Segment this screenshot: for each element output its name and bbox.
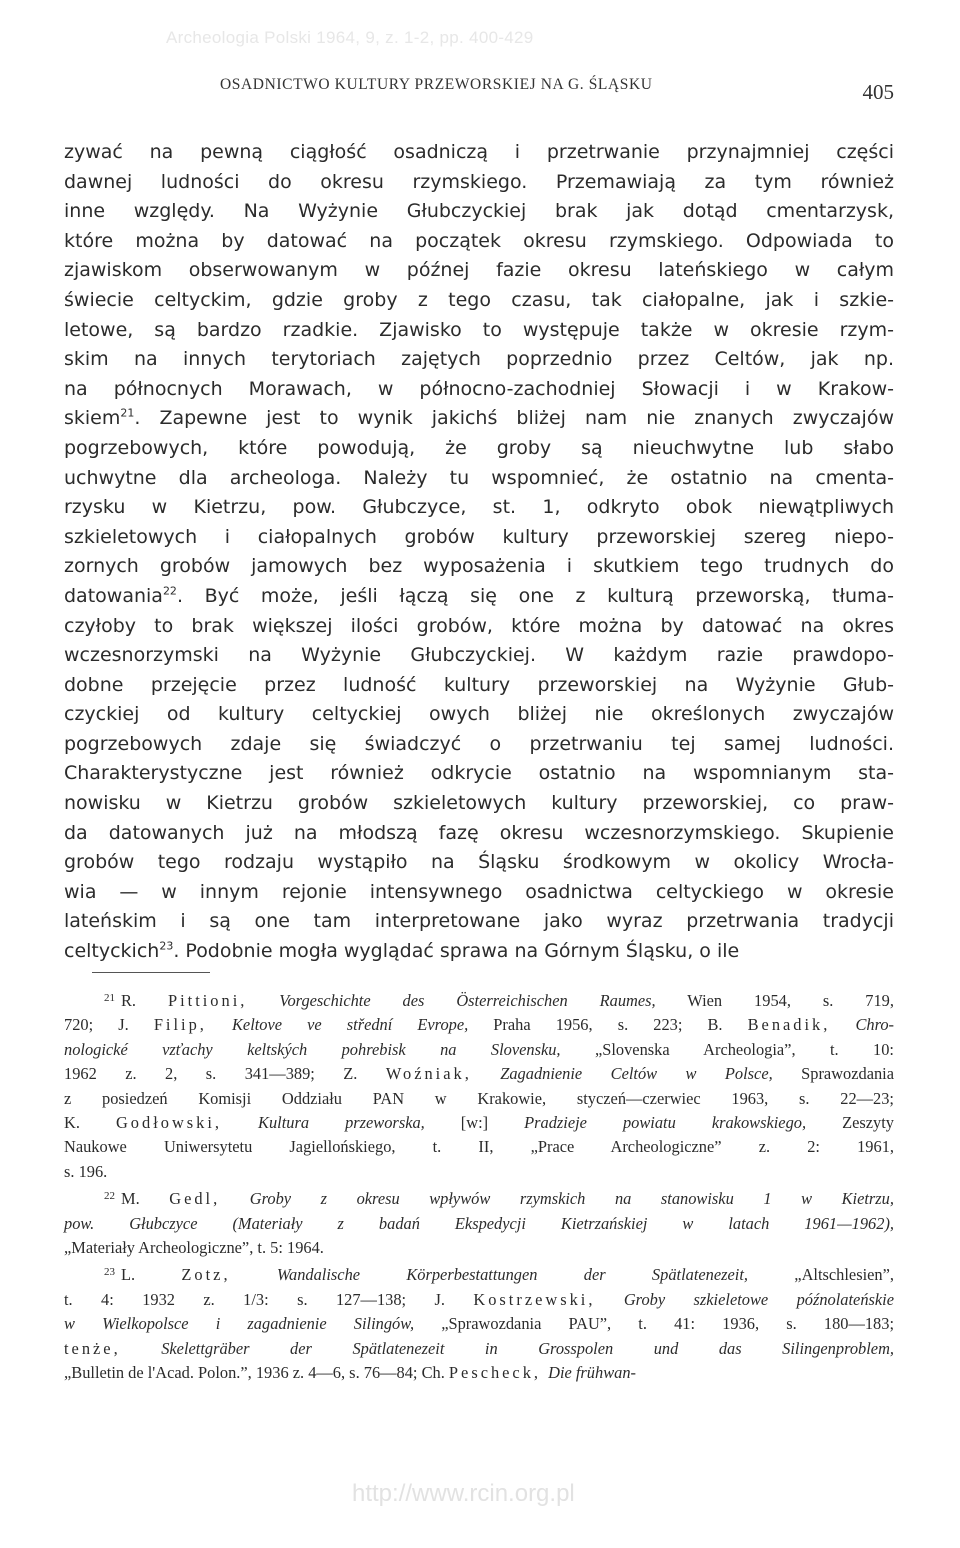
text-line: zjawiskom obserwowanym w późnej fazie okresu lateńskiego w całym — [64, 259, 894, 282]
source-watermark: Archeologia Polski 1964, 9, z. 1-2, pp. 400-429 — [166, 28, 534, 47]
main-paragraph — [64, 138, 894, 967]
author-name: Woźniak, — [385, 1064, 472, 1084]
footnote-line — [64, 1111, 894, 1135]
text-fragment: t. 4: 1932 z. 1/3: s. 127—138; J. — [64, 1289, 474, 1309]
text-line — [64, 937, 894, 967]
text-fragment: „Sprawozdania PAU”, t. 41: 1936, s. 180—183; — [414, 1314, 894, 1334]
page-number: 405 — [862, 80, 894, 104]
text-line: które można by datować na początek okresu rzymskiego. Odpowiada to — [64, 229, 894, 252]
text-line: skim na innych terytoriach zajętych poprzednio przez Celtów, jak np. — [64, 348, 894, 371]
text-fragment: K. — [64, 1113, 116, 1133]
text-fragment: [w:] — [424, 1113, 525, 1133]
text-fragment: „Bulletin de l'Acad. Polon.”, 1936 z. 4—6, s. 76—84; Ch. — [64, 1363, 449, 1383]
text-line: zywać na pewną ciągłość osadniczą i przetrwanie przynajmniej części — [64, 141, 894, 163]
footnote-line — [64, 1212, 894, 1236]
footnote-line — [64, 1260, 894, 1287]
footnote-line — [64, 1361, 894, 1385]
work-title: Groby z okresu wpływów rzymskich na stanowisku 1 w Kietrzu, — [220, 1189, 894, 1209]
footnote-line: s. 196. — [64, 1161, 108, 1181]
footnote-line — [64, 1184, 894, 1211]
footnote-separator — [92, 972, 210, 973]
text-fragment: R. — [121, 991, 168, 1010]
text-fragment: datowania — [64, 584, 163, 607]
footnote-line — [64, 1038, 894, 1062]
work-title: nologické vzťachy keltských pohrebisk na Slovensku, — [64, 1039, 561, 1059]
footnote-line: „Materiały Archeologiczne”, t. 5: 1964. — [64, 1238, 324, 1258]
source-url-watermark: http://www.rcin.org.pl — [352, 1480, 575, 1507]
footnotes — [64, 986, 894, 1386]
text-line: grobów tego rodzaju wystąpiło na Śląsku środkowym w okolicy Wrocła- — [64, 851, 894, 874]
text-line: dawnej ludności do okresu rzymskiego. Przemawiają za tym również — [64, 170, 894, 193]
footnote-line — [64, 1062, 894, 1086]
footnote-line — [64, 1337, 894, 1361]
text-line: nowisku w Kietrzu grobów szkieletowych kultury przeworskiej, co praw- — [64, 792, 894, 815]
work-title: Wandalische Körperbestattungen der Spätlatenezeit, — [230, 1265, 748, 1285]
text-fragment: skiem — [64, 407, 121, 430]
footnote-line: Naukowe Uniwersytetu Jagiellońskiego, t. II, „Prace Archeologiczne” z. 2: 1961, — [64, 1137, 894, 1157]
text-line: dobne przejęcie przez ludność kultury przeworskiej na Wyżynie Głub- — [64, 673, 894, 696]
footnote-line — [64, 1312, 894, 1336]
author-name: Filip, — [153, 1015, 207, 1035]
text-line: pogrzebowych zdaje się świadczyć o przetrwaniu tej samej ludności. — [64, 732, 894, 755]
text-fragment: Sprawozdania — [772, 1064, 894, 1084]
work-title: Skelettgräber der Spätlatenezeit in Grosspolen und das Silingenproblem, — [120, 1338, 894, 1358]
author-name: Peschec — [448, 1363, 523, 1383]
author-name: Zotz, — [181, 1265, 231, 1285]
text-fragment: celtyckich — [64, 940, 160, 963]
footnote-number: 21 — [104, 992, 115, 1004]
text-line: rzysku w Kietrzu, pow. Głubczyce, st. 1, odkryto obok niewątpliwych — [64, 496, 894, 519]
text-fragment: M. — [121, 1189, 170, 1209]
author-name: tenże, — [64, 1338, 121, 1358]
text-line: zornych grobów jamowych bez wyposażenia i skutkiem tego trudnych do — [64, 555, 894, 578]
text-line: pogrzebowych, które powodują, że groby są nieuchwytne lub słabo — [64, 436, 894, 459]
footnote-ref-22[interactable]: 22 — [162, 584, 177, 598]
text-line: świecie celtyckim, gdzie groby z tego czasu, tak ciałopalne, jak i szkie- — [64, 288, 894, 311]
footnote-line: z posiedzeń Komisji Oddziału PAN w Krakowie, styczeń—czerwiec 1963, s. 22—23; — [64, 1088, 894, 1108]
author-name: Godłowski, — [115, 1113, 223, 1133]
text-fragment: Praha 1956, s. 223; B. — [468, 1015, 748, 1035]
text-line: lateńskim i są one tam interpretowane jako wyraz przetrwania tradycji — [64, 910, 894, 933]
text-fragment: 720; J. — [64, 1015, 154, 1035]
work-title: Vorgeschichte des Österreichischen Raumes, — [247, 991, 656, 1010]
author-name: Pittioni, — [167, 991, 248, 1010]
text-line: letowe, są bardzo rzadkie. Zjawisko to występuje także w okresie rzym- — [64, 318, 894, 341]
work-title: Groby szkieletowe późnolateńskie — [595, 1289, 894, 1309]
text-fragment: L. — [121, 1265, 182, 1285]
text-line: da datowanych już na młodszą fazę okresu wczesnorzymskiego. Skupienie — [64, 821, 894, 844]
text-line: szkieletowych i ciałopalnych grobów kultury przeworskiej szereg niepo- — [64, 525, 894, 548]
work-title: Keltove ve střední Evrope, — [206, 1015, 469, 1035]
footnote-number: 23 — [104, 1266, 115, 1279]
footnote-line — [64, 1013, 894, 1037]
work-title: Pradzieje powiatu krakowskiego, — [524, 1113, 807, 1133]
text-fragment: Zeszyty — [806, 1113, 894, 1133]
work-title: w Wielkopolsce i zagadnienie Silingów, — [64, 1314, 415, 1334]
text-line: wia — w innym rejonie intensywnego osadnictwa celtyckiego w okresie — [64, 880, 894, 903]
work-title: pow. Głubczyce (Materiały z badań Ekspedycji Kietrzańskiej w latach 1961—1962), — [64, 1213, 894, 1233]
author-name: Benadik, — [747, 1015, 831, 1035]
text-fragment: Wien 1954, s. 719, — [655, 991, 894, 1010]
text-line: na północnych Morawach, w północno-zachodniej Słowacji i w Krakow- — [64, 377, 894, 400]
text-fragment: . Podobnie mogła wyglądać sprawa na Górnym Śląsku, o ile — [173, 940, 740, 963]
text-fragment: . Być może, jeśli łączą się one z kulturą przeworską, tłuma- — [176, 584, 894, 607]
author-name: Kostrzewski, — [473, 1289, 596, 1309]
running-header: OSADNICTWO KULTURY PRZEWORSKIEJ NA G. ŚLĄSKU — [220, 76, 653, 93]
work-title: Kultura przeworska, — [222, 1113, 425, 1133]
text-line: inne względy. Na Wyżynie Głubczyckiej brak jak dotąd cmentarzysk, — [64, 200, 894, 223]
text-fragment: „Altschlesien”, — [747, 1265, 894, 1285]
footnote-ref-21[interactable]: 21 — [120, 407, 135, 421]
footnote-ref-23[interactable]: 23 — [159, 939, 174, 953]
work-title: Chro- — [830, 1015, 895, 1035]
text-line: Charakterystyczne jest również odkrycie ostatnio na wspomnianym sta- — [64, 762, 894, 785]
text-line: wczesnorzymski na Wyżynie Głubczyckiej. W każdym razie prawdopo- — [64, 644, 894, 667]
text-line: czyckiej od kultury celtyckiej owych bliżej nie określonych zwyczajów — [64, 703, 894, 726]
footnote-line — [64, 986, 894, 1013]
text-fragment: . Zapewne jest to wynik jakichś bliżej nam nie znanych zwyczajów — [134, 407, 894, 430]
work-title: Die frühwan- — [548, 1363, 636, 1383]
footnote-23 — [64, 1260, 894, 1385]
text-fragment: 1962 z. 2, s. 341—389; Z. — [64, 1064, 386, 1084]
footnote-line — [64, 1288, 894, 1312]
text-line: uchwytne dla archeologa. Należy tu wspomnieć, że ostatnio na cmenta- — [64, 466, 894, 489]
text-fragment: „Slovenska Archeologia”, t. 10: — [560, 1039, 894, 1059]
footnote-number: 22 — [104, 1190, 115, 1203]
author-name: Gedl, — [169, 1189, 221, 1209]
text-line — [64, 582, 894, 612]
footnote-21 — [64, 986, 894, 1184]
text-line: czyłoby to brak większej ilości grobów, które można by datować na okres — [64, 614, 894, 637]
text-line — [64, 404, 894, 434]
work-title: Zagadnienie Celtów w Polsce, — [471, 1064, 773, 1084]
footnote-22 — [64, 1184, 894, 1260]
text-fragment: k, — [522, 1363, 549, 1383]
